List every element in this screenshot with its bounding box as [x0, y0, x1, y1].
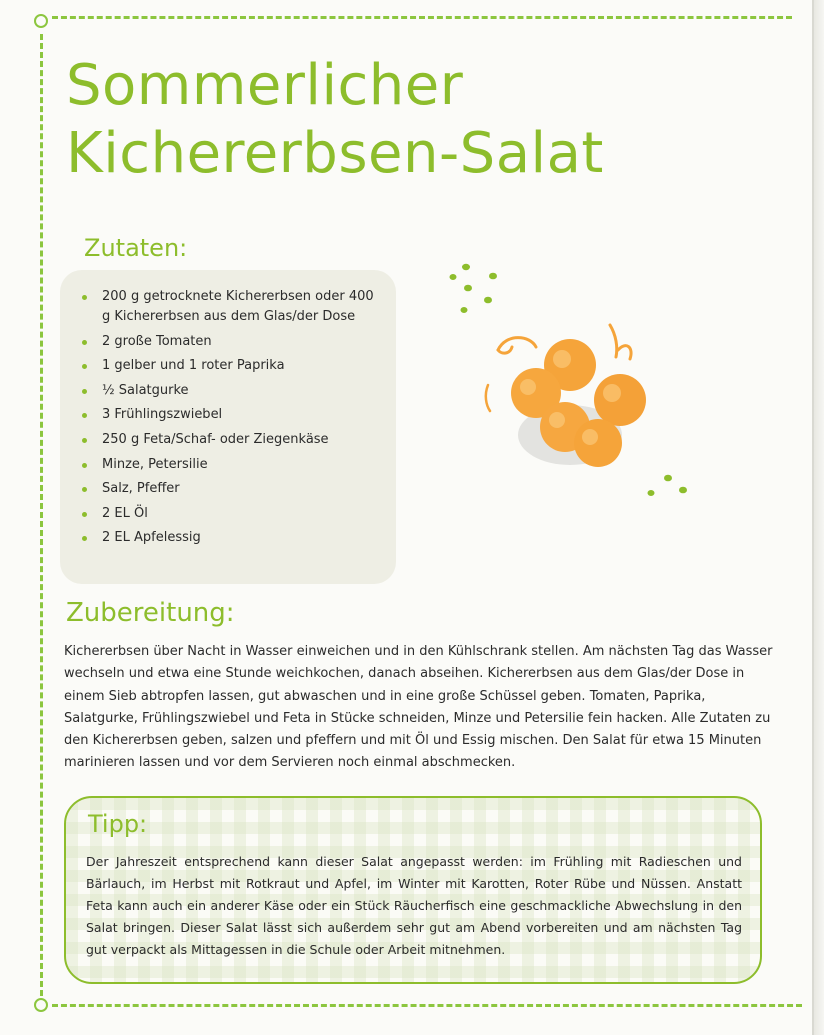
bullet-icon — [82, 463, 87, 468]
bullet-icon — [82, 438, 87, 443]
border-curl-icon — [34, 14, 48, 28]
ingredient-item: Minze, Petersilie — [82, 455, 382, 475]
bullet-icon — [82, 295, 87, 300]
border-curl-icon — [34, 998, 48, 1012]
tip-heading: Tipp: — [88, 810, 148, 838]
ingredient-item: 2 EL Apfelessig — [82, 528, 382, 548]
title-line-2: Kichererbsen-Salat — [66, 121, 604, 186]
ingredients-box — [60, 270, 396, 584]
ingredient-item: 250 g Feta/Schaf- oder Ziegenkäse — [82, 430, 382, 450]
preparation-heading: Zubereitung: — [66, 598, 235, 628]
page-shadow — [814, 0, 824, 1035]
dashed-border-bottom — [52, 1004, 802, 1007]
tip-box — [64, 796, 762, 984]
tip-text: Der Jahreszeit entsprechend kann dieser Salat angepasst werden: im Frühling mit Radieschen und Bärlauch, im Herbst mit Rotkraut und Apfel, im Winter mit Karotten, Roter Rübe und Nüssen. Anstatt Feta kann auch ein anderer Käse oder ein Stück Räucherfisch eine geschmackliche Abwechslung in den Salat bringen. Dieser Salat lässt sich außerdem sehr gut am Abend vorbereiten und am nächsten Tag gut verpackt als Mittagessen in die Schule oder Arbeit mitnehmen. — [86, 854, 742, 957]
bullet-icon — [82, 413, 87, 418]
bullet-icon — [82, 340, 87, 345]
dashed-border-left — [40, 34, 43, 996]
dashed-border-top — [52, 16, 792, 19]
preparation-text: Kichererbsen über Nacht in Wasser einweichen und in den Kühlschrank stellen. Am nächsten Tag das Wasser wechseln und etwa eine Stunde weichkochen, danach abseihen. Kichererbsen aus dem Glas/der Dose in einem Sieb abtropfen lassen, gut abwaschen und in eine große Schüssel geben. Tomaten, Paprika, Salatgurke, Frühlingszwiebel und Feta in Stücke schneiden, Minze und Petersilie fein hacken. Alle Zutaten zu den Kichererbsen geben, salzen und pfeffern und mit Öl und Essig mischen. Den Salat für etwa 15 Minuten marinieren lassen und vor dem Servieren noch einmal abschmecken. — [64, 644, 773, 771]
ingredient-item: 2 EL Öl — [82, 504, 382, 524]
ingredients-heading: Zutaten: — [84, 234, 188, 262]
ingredient-item: 2 große Tomaten — [82, 332, 382, 352]
bullet-icon — [82, 364, 87, 369]
ingredient-item: ½ Salatgurke — [82, 381, 382, 401]
recipe-title — [66, 52, 604, 188]
ingredient-item: 3 Frühlingszwiebel — [82, 405, 382, 425]
ingredients-list — [82, 287, 382, 553]
bullet-icon — [82, 536, 87, 541]
bullet-icon — [82, 389, 87, 394]
bullet-icon — [82, 512, 87, 517]
title-line-1: Sommerlicher — [66, 53, 464, 118]
ingredient-item: 1 gelber und 1 roter Paprika — [82, 356, 382, 376]
ingredient-item: Salz, Pfeffer — [82, 479, 382, 499]
ingredient-item: 200 g getrocknete Kichererbsen oder 400 g Kichererbsen aus dem Glas/der Dose — [82, 287, 382, 327]
bullet-icon — [82, 487, 87, 492]
chickpeas-icon — [440, 255, 700, 505]
